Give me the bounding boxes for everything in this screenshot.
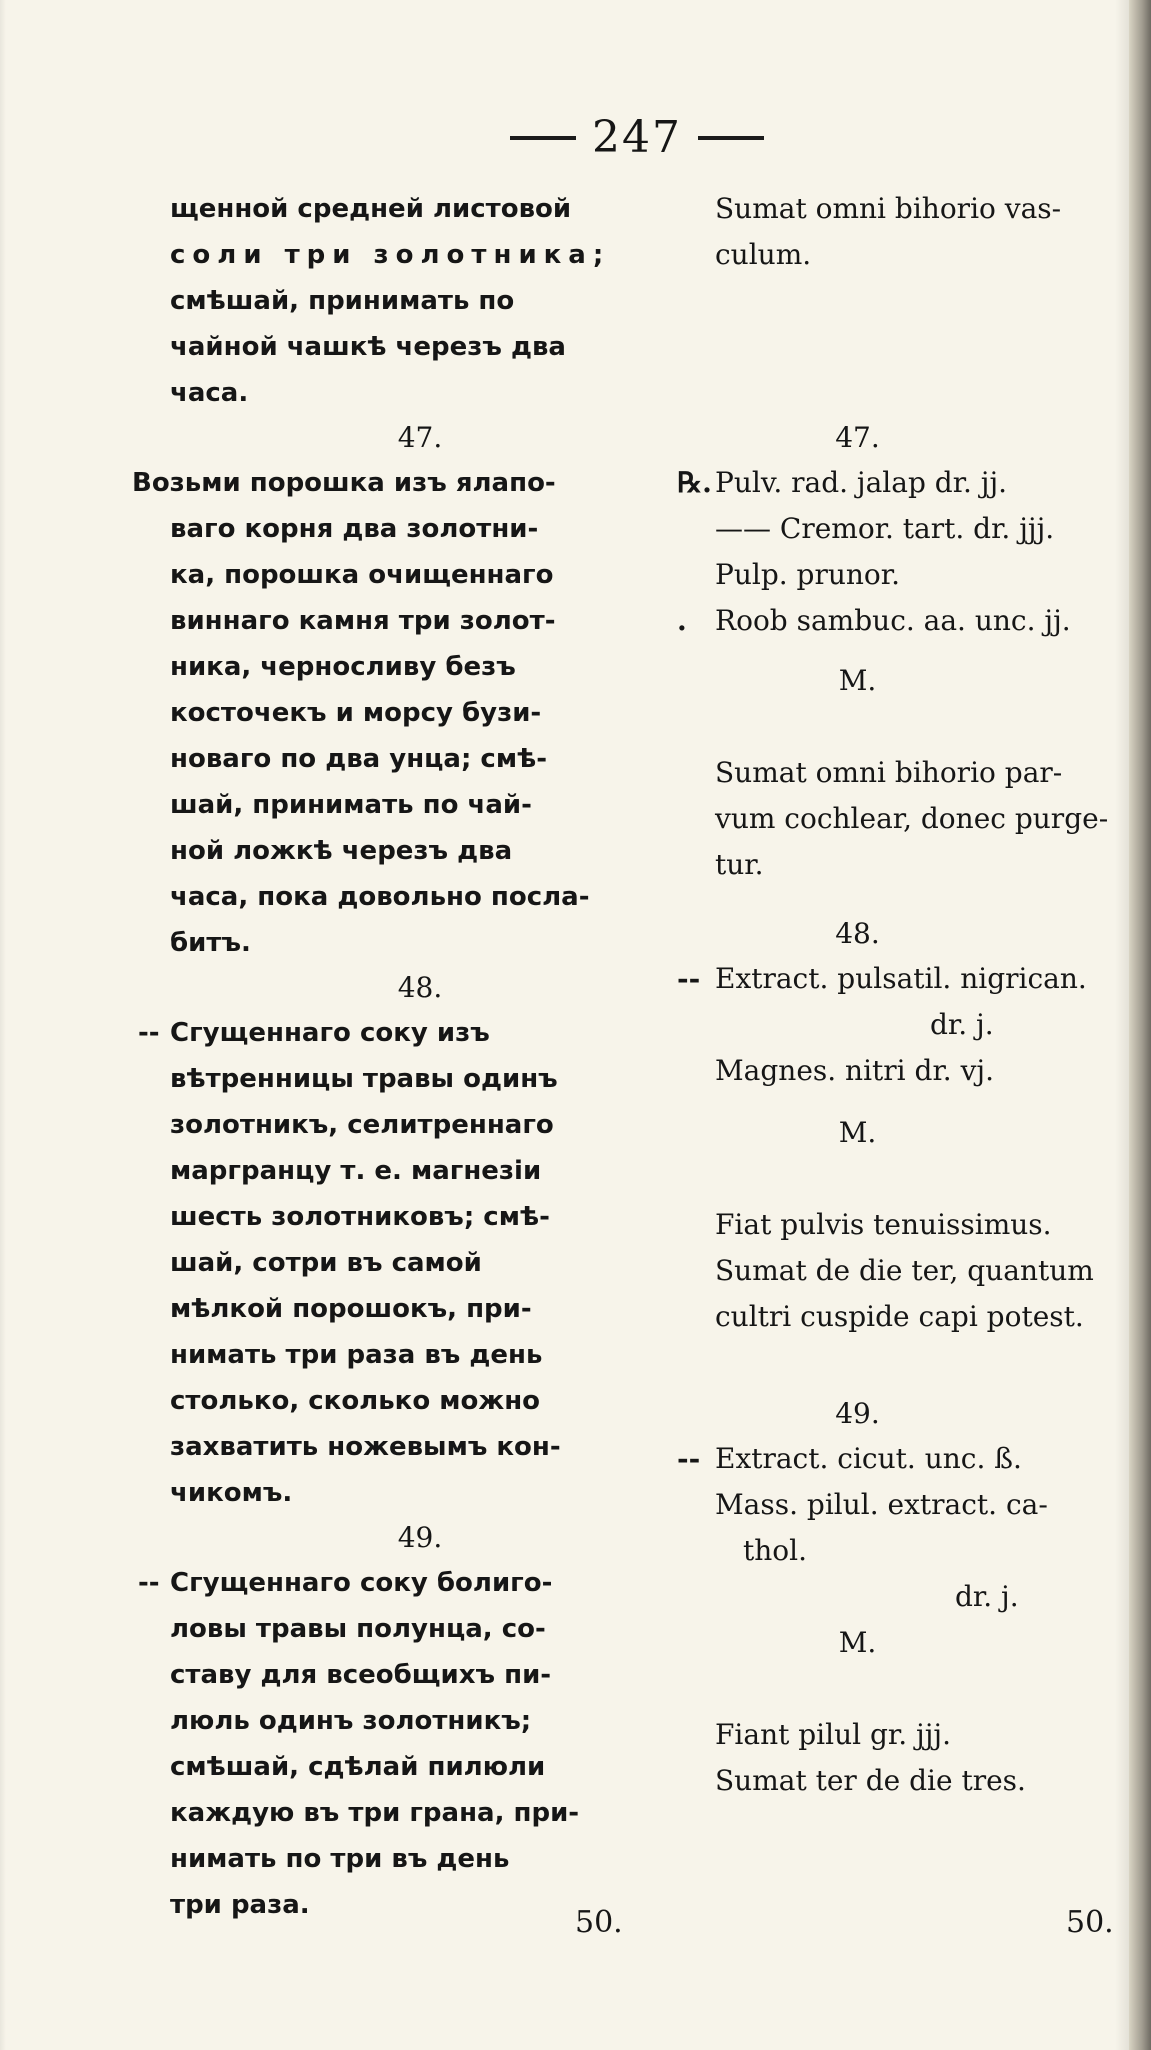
text-span: Сгущеннаго соку изъ [170,1018,490,1048]
text-line: ной ложкѣ черезъ два [170,836,513,866]
text-line: часа. [170,378,249,408]
text-line: маргранцу т. е. магнезiи [170,1156,542,1186]
header-dash-right [698,136,764,140]
text-line: tur. [715,848,764,881]
spacer [715,1156,1120,1202]
text-line: виннаго камня три золот- [170,606,556,636]
text-line: Sumat ter de die tres. [715,1764,1026,1797]
recipe-number: 48. [835,917,880,950]
text-span: Сгущеннаго соку болиго- [170,1568,553,1598]
prescription-line [677,460,1120,506]
text-line: Возьми порошка изъ ялапо- [132,468,556,498]
text-line [138,1010,640,1056]
recipe-number: 48. [397,971,443,1004]
prescription-line: Pulp. prunor. [715,558,900,591]
prescription-line [677,956,1120,1002]
text-line: Fiant pilul gr. jjj. [715,1718,951,1751]
misce-mark: M. [838,1116,877,1149]
catchword-right: 50. [1066,1905,1114,1940]
misce-mark: M. [838,1626,877,1659]
text-line: ваго корня два золотни- [170,514,539,544]
recipe-symbol: ℞. [677,466,712,499]
text-line: vum cochlear, donec purge- [715,802,1109,835]
text-span: Extract. pulsatil. nigrican. [715,962,1087,995]
text-line: culum. [715,238,812,271]
text-line: шай, сотри въ самой [170,1248,482,1278]
text-line: смѣшай, сдѣлай пилюли [170,1752,546,1782]
text-line: ка, порошка очищеннаго [170,560,554,590]
spacer [715,370,1120,416]
text-line: Sumat de die ter, quantum [715,1254,1094,1287]
ditto-marker: -- [677,962,701,995]
recipe-number: 47. [397,421,443,454]
text-line: ловы травы полунца, со- [170,1614,546,1644]
page-gutter-shadow [0,0,6,2050]
recipe-number: 49. [835,1397,880,1430]
ditto-marker: -- [677,1442,701,1475]
text-line: каждую въ три грана, при- [170,1798,580,1828]
spacer [715,1340,1120,1392]
dot-marker: . [677,604,687,637]
text-line: битъ. [170,928,251,958]
text-line: мѣлкой порошокъ, при- [170,1294,532,1324]
header-dash-left [510,136,576,140]
page-number: 247 [592,112,682,163]
text-line: шай, принимать по чай- [170,790,532,820]
prescription-line [677,1436,1120,1482]
text-span: Pulv. rad. jalap dr. jj. [715,466,1008,499]
ditto-marker: -- [138,1018,160,1048]
spacer [715,324,1120,370]
text-line: золотникъ, селитреннаго [170,1110,554,1140]
catchword-left: 50. [575,1905,623,1940]
prescription-line: Mass. pilul. extract. ca- [715,1488,1048,1521]
spacer [715,1666,1120,1712]
text-line: щенной средней листовой [170,194,572,224]
right-column-latin [677,186,1120,1804]
recipe-number: 47. [835,421,880,454]
text-line: ставу для всеобщихъ пи- [170,1660,552,1690]
prescription-line: thol. [743,1534,807,1567]
prescription-line [677,598,1120,644]
prescription-line: dr. j. [955,1580,1019,1613]
text-span: Roob sambuc. aa. unc. jj. [715,604,1071,637]
text-line: захватить ножевымъ кон- [170,1432,561,1462]
text-line: соли три золотника; [170,240,611,270]
ditto-marker: -- [138,1568,160,1598]
text-line: чикомъ. [170,1478,293,1508]
recipe-number: 49. [397,1521,443,1554]
text-line: чайной чашкѣ черезъ два [170,332,566,362]
prescription-line: dr. j. [930,1008,994,1041]
spacer [715,704,1120,750]
left-column-russian [132,186,640,1928]
text-line: Sumat omni bihorio vas- [715,192,1062,225]
text-line: новаго по два унца; смѣ- [170,744,548,774]
text-line: нимать по три въ день [170,1844,510,1874]
text-line: Sumat omni bihorio par- [715,756,1063,789]
text-line: Fiat pulvis tenuissimus. [715,1208,1052,1241]
text-line: люль одинъ золотникъ; [170,1706,532,1736]
text-span: Extract. cicut. unc. ß. [715,1442,1022,1475]
page-edge [1129,0,1151,2050]
text-line: cultri cuspide capi potest. [715,1300,1084,1333]
spacer [715,888,1120,912]
page-header [510,112,830,163]
text-line: столько, сколько можно [170,1386,541,1416]
text-line: шесть золотниковъ; смѣ- [170,1202,550,1232]
text-line [138,1560,640,1606]
text-line: часа, пока довольно посла- [170,882,590,912]
misce-mark: M. [838,664,877,697]
text-line: косточекъ и морсу бузи- [170,698,542,728]
text-line: смѣшай, принимать по [170,286,515,316]
prescription-line: Magnes. nitri dr. vj. [715,1054,994,1087]
text-line: нимать три раза въ день [170,1340,543,1370]
text-line: ника, черносливу безъ [170,652,516,682]
spacer [715,278,1120,324]
text-line: вѣтренницы травы одинъ [170,1064,558,1094]
prescription-line: —— Cremor. tart. dr. jjj. [715,512,1055,545]
text-line: три раза. [170,1890,310,1920]
